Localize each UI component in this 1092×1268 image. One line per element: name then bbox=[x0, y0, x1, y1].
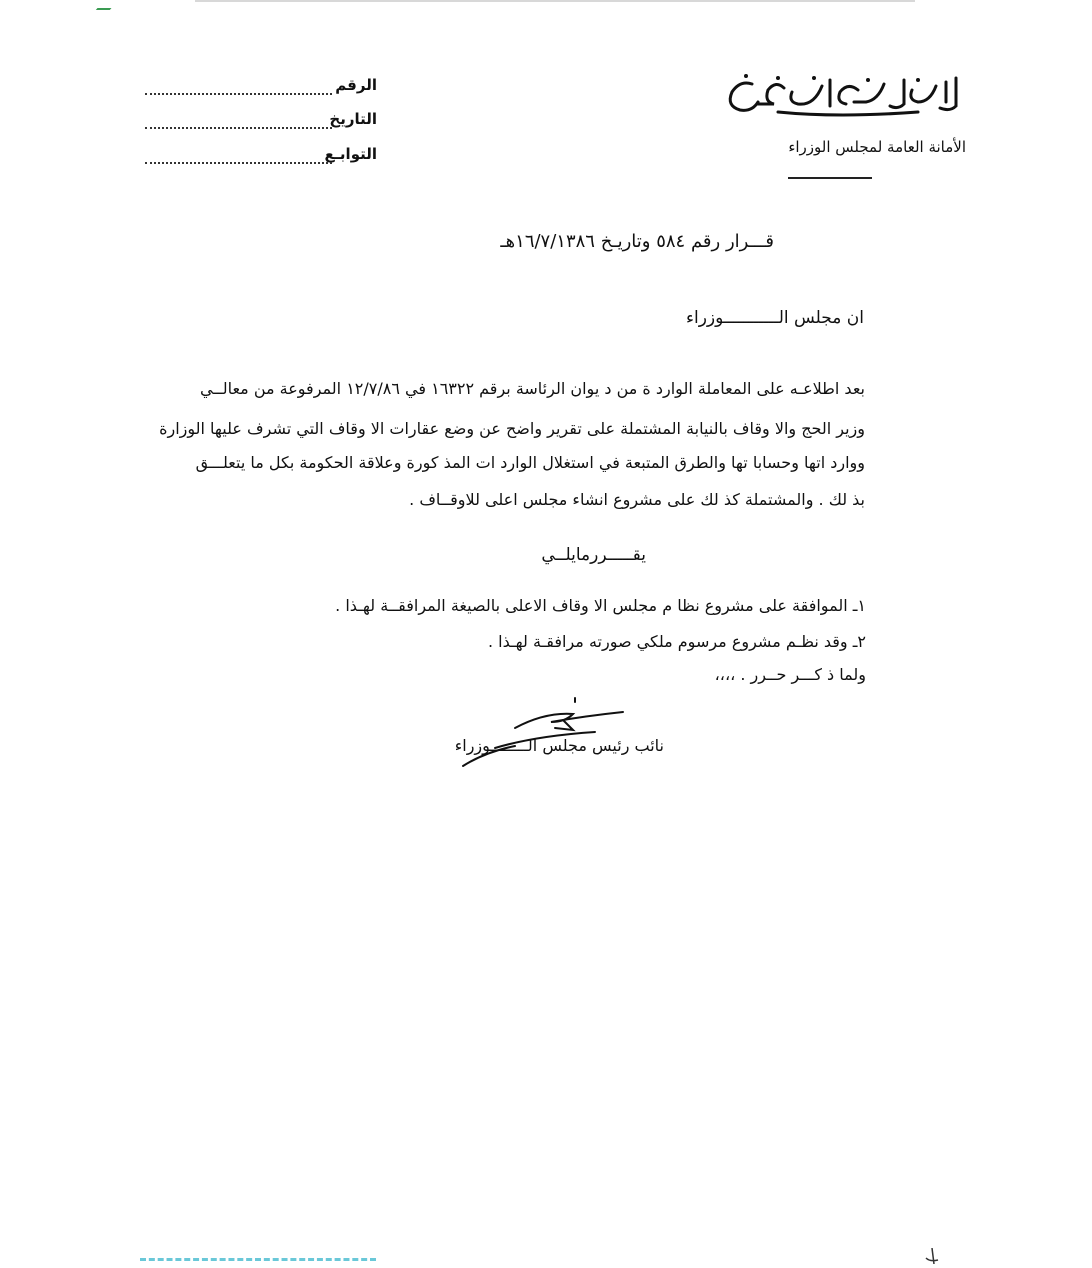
signature-icon bbox=[455, 692, 630, 772]
council-intro: ان مجلس الـــــــــــوزراء bbox=[685, 308, 864, 328]
reference-number-field bbox=[145, 76, 377, 100]
reference-number-dotted-line bbox=[145, 93, 332, 95]
corner-scan-mark bbox=[96, 0, 118, 10]
top-scan-edge bbox=[195, 0, 915, 2]
calligraphy-logo-icon bbox=[718, 72, 964, 120]
letterhead-subtitle: الأمانة العامة لمجلس الوزراء bbox=[788, 138, 966, 156]
reference-attachments-label: التوابـع bbox=[324, 145, 377, 163]
letterhead-divider bbox=[788, 177, 872, 179]
reference-attachments-dotted-line bbox=[145, 162, 332, 164]
paragraph-line: وزير الحج والا وقاف بالنيابة المشتملة على تقرير واضح عن وضع عقارات الا وقاف التي تشرف عليها الوزارة bbox=[159, 419, 865, 438]
handwritten-signature bbox=[455, 692, 630, 772]
decides-heading: يقـــــررمايلــي bbox=[541, 545, 646, 565]
paragraph-line: بذ لك . والمشتملة كذ لك على مشروع انشاء مجلس اعلى للاوقــاف . bbox=[409, 490, 865, 509]
paragraph-line: ووارد اتها وحسابا تها والطرق المتبعة في استغلال الوارد ات المذ كورة وعلاقة الحكومة بكل ما يتعلـــق bbox=[195, 453, 865, 472]
reference-date-dotted-line bbox=[145, 127, 332, 129]
decision-item: ١ـ الموافقة على مشروع نظا م مجلس الا وقاف الاعلى بالصيغة المرافقــة لهـذا . bbox=[335, 596, 866, 615]
reference-date-label: التاريخ bbox=[329, 110, 377, 128]
kingdom-logo-calligraphy bbox=[718, 72, 964, 120]
decree-title: قـــرار رقم ٥٨٤ وتاريـخ ١٦/٧/١٣٨٦هـ bbox=[500, 231, 774, 252]
reference-attachments-field bbox=[145, 145, 377, 169]
footer-scan-strip bbox=[140, 1258, 376, 1267]
decision-item: ٢ـ وقد نظـم مشروع مرسوم ملكي صورته مرافقـة لهـذا . bbox=[487, 632, 866, 651]
reference-number-label: الرقم bbox=[335, 76, 377, 94]
closing-line: ولما ذ كـــر حــرر . ،،،، bbox=[714, 665, 866, 684]
reference-date-field bbox=[145, 110, 377, 134]
bottom-mark-icon bbox=[922, 1248, 940, 1264]
paragraph-line: بعد اطلاعـه على المعاملة الوارد ة من د يوان الرئاسة برقم ١٦٣٢٢ في ١٢/٧/٨٦ المرفوعة من معالــي bbox=[199, 379, 865, 398]
signature-title: نائب رئيس مجلس الــــــــوزراء bbox=[454, 736, 664, 755]
bottom-scan-mark bbox=[922, 1248, 940, 1264]
